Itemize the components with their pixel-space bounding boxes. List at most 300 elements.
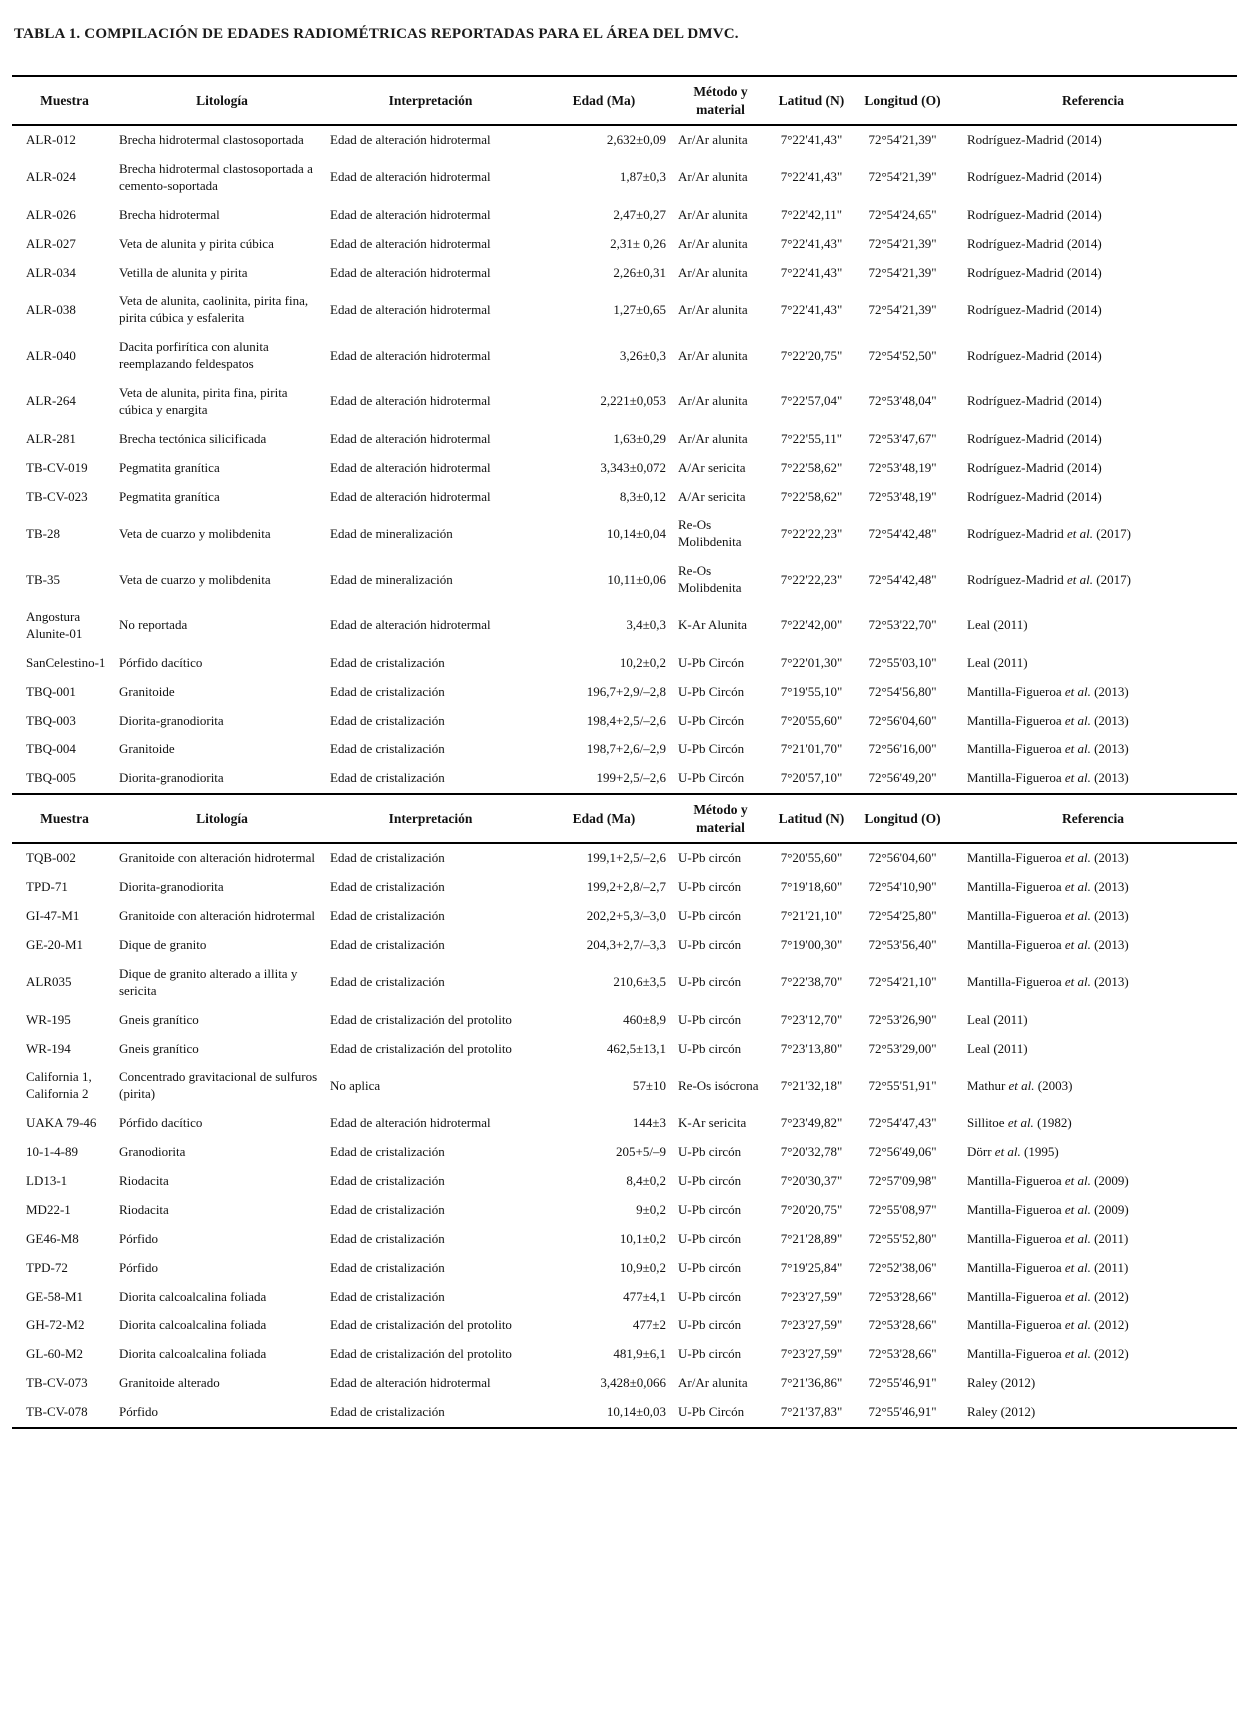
cell-metodo: U-Pb Circón bbox=[678, 712, 745, 728]
cell-interpretacion: Edad de alteración hidrotermal bbox=[330, 393, 491, 409]
column-header: Método y material bbox=[674, 794, 767, 843]
cell-metodo: U-Pb Circón bbox=[678, 1404, 745, 1420]
cell-litologia: Veta de cuarzo y molibdenita bbox=[119, 525, 271, 541]
cell-referencia: Mantilla-Figueroa et al. (2009) bbox=[967, 1173, 1129, 1189]
cell-muestra: TPD-72 bbox=[26, 1259, 68, 1275]
cell-longitud: 72°54'21,10" bbox=[868, 974, 937, 990]
cell-interpretacion: Edad de cristalización bbox=[330, 741, 445, 757]
cell-latitud: 7°22'01,30" bbox=[780, 654, 843, 670]
cell-longitud: 72°54'25,80" bbox=[868, 908, 937, 924]
table-row bbox=[12, 557, 1237, 603]
cell-interpretacion: Edad de cristalización bbox=[330, 1259, 445, 1275]
cell-edad: 2,26±0,31 bbox=[613, 264, 666, 280]
cell-edad: 57±10 bbox=[632, 1077, 666, 1093]
cell-latitud: 7°21'36,86" bbox=[780, 1375, 843, 1391]
cell-muestra: ALR-012 bbox=[26, 132, 76, 148]
cell-edad: 144±3 bbox=[632, 1115, 666, 1131]
cell-edad: 1,27±0,65 bbox=[613, 301, 666, 317]
cell-muestra: ALR-024 bbox=[26, 169, 76, 185]
table-row bbox=[12, 333, 1237, 379]
cell-muestra: TB-35 bbox=[26, 571, 60, 587]
cell-longitud: 72°53'29,00" bbox=[868, 1040, 937, 1056]
cell-litologia: Gneis granítico bbox=[119, 1011, 199, 1027]
table-row bbox=[12, 1138, 1237, 1167]
cell-edad: 2,221±0,053 bbox=[600, 393, 666, 409]
cell-muestra: TBQ-004 bbox=[26, 741, 76, 757]
cell-latitud: 7°22'42,11" bbox=[780, 206, 843, 222]
cell-muestra: WR-195 bbox=[26, 1011, 71, 1027]
cell-muestra: Angostura Alunite-01 bbox=[26, 609, 83, 641]
column-header: Latitud (N) bbox=[767, 76, 856, 125]
cell-latitud: 7°23'13,80" bbox=[780, 1040, 843, 1056]
cell-referencia: Rodríguez-Madrid (2014) bbox=[967, 488, 1102, 504]
cell-latitud: 7°21'32,18" bbox=[780, 1077, 843, 1093]
cell-latitud: 7°20'32,78" bbox=[780, 1144, 843, 1160]
cell-litologia: Brecha hidrotermal clastosoportada a cemento-soportada bbox=[119, 160, 313, 193]
cell-litologia: Diorita-granodiorita bbox=[119, 879, 224, 895]
cell-metodo: U-Pb circón bbox=[678, 1011, 742, 1027]
cell-litologia: Vetilla de alunita y pirita bbox=[119, 264, 248, 280]
cell-edad: 477±4,1 bbox=[623, 1288, 666, 1304]
cell-muestra: TB-28 bbox=[26, 525, 60, 541]
table-row bbox=[12, 379, 1237, 425]
cell-interpretacion: Edad de alteración hidrotermal bbox=[330, 206, 491, 222]
cell-metodo: Ar/Ar alunita bbox=[678, 169, 748, 185]
table-row bbox=[12, 155, 1237, 201]
cell-metodo: Ar/Ar alunita bbox=[678, 301, 748, 317]
cell-muestra: LD13-1 bbox=[26, 1173, 68, 1189]
table-row bbox=[12, 873, 1237, 902]
table-row bbox=[12, 259, 1237, 288]
cell-edad: 481,9±6,1 bbox=[613, 1346, 666, 1362]
cell-interpretacion: Edad de cristalización bbox=[330, 770, 445, 786]
cell-metodo: U-Pb circón bbox=[678, 1317, 742, 1333]
table-row bbox=[12, 1311, 1237, 1340]
cell-edad: 9±0,2 bbox=[636, 1201, 666, 1217]
cell-referencia: Mantilla-Figueroa et al. (2012) bbox=[967, 1346, 1129, 1362]
cell-latitud: 7°22'22,23" bbox=[780, 525, 843, 541]
cell-edad: 198,4+2,5/–2,6 bbox=[586, 712, 666, 728]
cell-muestra: GE46-M8 bbox=[26, 1230, 79, 1246]
cell-longitud: 72°56'04,60" bbox=[868, 712, 937, 728]
cell-longitud: 72°56'49,06" bbox=[868, 1144, 937, 1160]
cell-metodo: U-Pb circón bbox=[678, 1288, 742, 1304]
cell-metodo: U-Pb circón bbox=[678, 974, 742, 990]
cell-referencia: Rodríguez-Madrid (2014) bbox=[967, 347, 1102, 363]
cell-edad: 210,6±3,5 bbox=[613, 974, 666, 990]
cell-referencia: Leal (2011) bbox=[967, 654, 1028, 670]
cell-edad: 10,2±0,2 bbox=[619, 654, 666, 670]
table-row bbox=[12, 1167, 1237, 1196]
cell-latitud: 7°19'25,84" bbox=[780, 1259, 843, 1275]
cell-metodo: U-Pb circón bbox=[678, 1173, 742, 1189]
cell-interpretacion: Edad de alteración hidrotermal bbox=[330, 1375, 491, 1391]
cell-muestra: ALR-281 bbox=[26, 430, 76, 446]
table-row bbox=[12, 1340, 1237, 1369]
cell-referencia: Mantilla-Figueroa et al. (2009) bbox=[967, 1201, 1129, 1217]
cell-litologia: Diorita-granodiorita bbox=[119, 712, 224, 728]
cell-longitud: 72°57'09,98" bbox=[868, 1173, 937, 1189]
cell-edad: 198,7+2,6/–2,9 bbox=[586, 741, 666, 757]
cell-litologia: Dique de granito alterado a illita y sericita bbox=[119, 965, 298, 998]
cell-litologia: Riodacita bbox=[119, 1201, 169, 1217]
cell-longitud: 72°55'08,97" bbox=[868, 1201, 937, 1217]
cell-referencia: Leal (2011) bbox=[967, 1040, 1028, 1056]
cell-referencia: Rodríguez-Madrid (2014) bbox=[967, 459, 1102, 475]
cell-longitud: 72°54'21,39" bbox=[868, 301, 937, 317]
table-section-1 bbox=[12, 76, 1237, 794]
cell-muestra: UAKA 79-46 bbox=[26, 1115, 97, 1131]
cell-muestra: TB-CV-078 bbox=[26, 1404, 88, 1420]
radiometric-ages-table bbox=[12, 75, 1237, 1429]
cell-latitud: 7°20'20,75" bbox=[780, 1201, 843, 1217]
cell-litologia: Riodacita bbox=[119, 1173, 169, 1189]
cell-metodo: Ar/Ar alunita bbox=[678, 430, 748, 446]
cell-metodo: U-Pb Circón bbox=[678, 654, 745, 670]
cell-referencia: Leal (2011) bbox=[967, 617, 1028, 633]
table-row bbox=[12, 125, 1237, 155]
cell-interpretacion: Edad de cristalización bbox=[330, 1230, 445, 1246]
cell-longitud: 72°55'46,91" bbox=[868, 1404, 937, 1420]
cell-latitud: 7°23'27,59" bbox=[780, 1346, 843, 1362]
table-row bbox=[12, 1063, 1237, 1109]
cell-metodo: U-Pb Circón bbox=[678, 770, 745, 786]
cell-longitud: 72°54'56,80" bbox=[868, 683, 937, 699]
table-row bbox=[12, 287, 1237, 333]
cell-interpretacion: Edad de alteración hidrotermal bbox=[330, 488, 491, 504]
cell-latitud: 7°22'41,43" bbox=[780, 132, 843, 148]
cell-litologia: Diorita calcoalcalina foliada bbox=[119, 1317, 267, 1333]
cell-referencia: Mathur et al. (2003) bbox=[967, 1077, 1073, 1093]
cell-muestra: WR-194 bbox=[26, 1040, 71, 1056]
cell-muestra: TB-CV-023 bbox=[26, 488, 88, 504]
cell-longitud: 72°53'28,66" bbox=[868, 1346, 937, 1362]
table-row bbox=[12, 1006, 1237, 1035]
cell-muestra: TB-CV-073 bbox=[26, 1375, 88, 1391]
cell-edad: 10,1±0,2 bbox=[619, 1230, 666, 1246]
cell-latitud: 7°22'22,23" bbox=[780, 571, 843, 587]
cell-metodo: U-Pb circón bbox=[678, 1144, 742, 1160]
cell-referencia: Rodríguez-Madrid (2014) bbox=[967, 393, 1102, 409]
cell-metodo: Ar/Ar alunita bbox=[678, 235, 748, 251]
column-header: Interpretación bbox=[327, 794, 534, 843]
table-row bbox=[12, 960, 1237, 1006]
cell-interpretacion: Edad de alteración hidrotermal bbox=[330, 301, 491, 317]
cell-longitud: 72°53'28,66" bbox=[868, 1288, 937, 1304]
cell-longitud: 72°54'10,90" bbox=[868, 879, 937, 895]
cell-litologia: Granodiorita bbox=[119, 1144, 186, 1160]
table-row bbox=[12, 454, 1237, 483]
cell-latitud: 7°20'55,60" bbox=[780, 850, 843, 866]
cell-metodo: U-Pb circón bbox=[678, 1346, 742, 1362]
table-row bbox=[12, 649, 1237, 678]
cell-litologia: Granitoide bbox=[119, 683, 175, 699]
cell-litologia: Gneis granítico bbox=[119, 1040, 199, 1056]
cell-litologia: Pegmatita granítica bbox=[119, 459, 220, 475]
cell-muestra: TB-CV-019 bbox=[26, 459, 88, 475]
cell-interpretacion: Edad de cristalización bbox=[330, 712, 445, 728]
cell-referencia: Mantilla-Figueroa et al. (2013) bbox=[967, 908, 1129, 924]
cell-latitud: 7°23'12,70" bbox=[780, 1011, 843, 1027]
cell-longitud: 72°55'52,80" bbox=[868, 1230, 937, 1246]
cell-metodo: U-Pb Circón bbox=[678, 741, 745, 757]
header-row bbox=[12, 794, 1237, 843]
cell-referencia: Raley (2012) bbox=[967, 1375, 1036, 1391]
cell-muestra: GE-20-M1 bbox=[26, 937, 84, 953]
cell-litologia: Veta de alunita, pirita fina, pirita cúbica y enargita bbox=[119, 385, 288, 417]
cell-interpretacion: Edad de cristalización del protolito bbox=[330, 1011, 512, 1027]
cell-metodo: U-Pb circón bbox=[678, 1201, 742, 1217]
cell-latitud: 7°21'28,89" bbox=[780, 1230, 843, 1246]
table-row bbox=[12, 1369, 1237, 1398]
cell-metodo: Ar/Ar alunita bbox=[678, 393, 748, 409]
cell-edad: 199+2,5/–2,6 bbox=[596, 770, 666, 786]
cell-edad: 460±8,9 bbox=[623, 1011, 666, 1027]
table-row bbox=[12, 425, 1237, 454]
cell-litologia: Concentrado gravitacional de sulfuros (pirita) bbox=[119, 1069, 318, 1102]
cell-metodo: U-Pb circón bbox=[678, 937, 742, 953]
cell-edad: 477±2 bbox=[632, 1317, 666, 1333]
cell-longitud: 72°54'21,39" bbox=[868, 132, 937, 148]
cell-interpretacion: Edad de alteración hidrotermal bbox=[330, 169, 491, 185]
cell-interpretacion: Edad de cristalización bbox=[330, 974, 445, 990]
cell-metodo: U-Pb circón bbox=[678, 879, 742, 895]
cell-metodo: U-Pb circón bbox=[678, 850, 742, 866]
cell-edad: 2,632±0,09 bbox=[606, 132, 666, 148]
cell-litologia: Diorita-granodiorita bbox=[119, 770, 224, 786]
cell-longitud: 72°54'21,39" bbox=[868, 169, 937, 185]
cell-latitud: 7°22'41,43" bbox=[780, 235, 843, 251]
cell-referencia: Mantilla-Figueroa et al. (2013) bbox=[967, 770, 1129, 786]
cell-interpretacion: Edad de cristalización bbox=[330, 1144, 445, 1160]
cell-metodo: Ar/Ar alunita bbox=[678, 264, 748, 280]
cell-metodo: K-Ar Alunita bbox=[678, 617, 747, 633]
cell-longitud: 72°54'42,48" bbox=[868, 525, 937, 541]
cell-interpretacion: Edad de cristalización bbox=[330, 937, 445, 953]
cell-metodo: U-Pb Circón bbox=[678, 683, 745, 699]
cell-litologia: Diorita calcoalcalina foliada bbox=[119, 1288, 267, 1304]
cell-metodo: U-Pb circón bbox=[678, 908, 742, 924]
cell-latitud: 7°20'55,60" bbox=[780, 712, 843, 728]
cell-edad: 202,2+5,3/–3,0 bbox=[586, 908, 666, 924]
cell-referencia: Mantilla-Figueroa et al. (2012) bbox=[967, 1288, 1129, 1304]
cell-interpretacion: Edad de alteración hidrotermal bbox=[330, 264, 491, 280]
cell-edad: 2,47±0,27 bbox=[613, 206, 666, 222]
cell-latitud: 7°19'18,60" bbox=[780, 879, 843, 895]
cell-metodo: Ar/Ar alunita bbox=[678, 206, 748, 222]
cell-longitud: 72°53'48,19" bbox=[868, 459, 937, 475]
cell-latitud: 7°20'30,37" bbox=[780, 1173, 843, 1189]
cell-interpretacion: Edad de mineralización bbox=[330, 525, 453, 541]
cell-latitud: 7°22'41,43" bbox=[780, 301, 843, 317]
table-row bbox=[12, 843, 1237, 873]
cell-muestra: TPD-71 bbox=[26, 879, 68, 895]
column-header: Edad (Ma) bbox=[534, 76, 674, 125]
cell-longitud: 72°55'03,10" bbox=[868, 654, 937, 670]
column-header: Longitud (O) bbox=[856, 794, 949, 843]
cell-litologia: Brecha hidrotermal bbox=[119, 206, 220, 222]
cell-latitud: 7°22'20,75" bbox=[780, 347, 843, 363]
cell-longitud: 72°54'42,48" bbox=[868, 571, 937, 587]
table-row bbox=[12, 1196, 1237, 1225]
cell-latitud: 7°22'58,62" bbox=[780, 488, 843, 504]
column-header: Longitud (O) bbox=[856, 76, 949, 125]
table-row bbox=[12, 1398, 1237, 1428]
cell-referencia: Mantilla-Figueroa et al. (2013) bbox=[967, 879, 1129, 895]
cell-referencia: Rodríguez-Madrid (2014) bbox=[967, 430, 1102, 446]
column-header: Muestra bbox=[12, 794, 117, 843]
table-row bbox=[12, 230, 1237, 259]
cell-longitud: 72°56'16,00" bbox=[868, 741, 937, 757]
cell-litologia: Veta de cuarzo y molibdenita bbox=[119, 571, 271, 587]
cell-latitud: 7°21'21,10" bbox=[780, 908, 843, 924]
cell-metodo: Ar/Ar alunita bbox=[678, 132, 748, 148]
cell-latitud: 7°23'27,59" bbox=[780, 1317, 843, 1333]
cell-litologia: Pórfido dacítico bbox=[119, 654, 203, 670]
cell-muestra: GE-58-M1 bbox=[26, 1288, 84, 1304]
table-row bbox=[12, 678, 1237, 707]
cell-interpretacion: Edad de cristalización bbox=[330, 1288, 445, 1304]
cell-litologia: Pórfido bbox=[119, 1259, 158, 1275]
table-section-2 bbox=[12, 794, 1237, 1428]
cell-metodo: A/Ar sericita bbox=[678, 459, 746, 475]
table-row bbox=[12, 603, 1237, 649]
cell-muestra: ALR-264 bbox=[26, 393, 76, 409]
cell-litologia: Veta de alunita y pirita cúbica bbox=[119, 235, 274, 251]
column-header: Litología bbox=[117, 794, 327, 843]
cell-referencia: Rodríguez-Madrid (2014) bbox=[967, 301, 1102, 317]
cell-referencia: Leal (2011) bbox=[967, 1011, 1028, 1027]
cell-litologia: Granitoide alterado bbox=[119, 1375, 220, 1391]
cell-edad: 3,4±0,3 bbox=[626, 617, 666, 633]
cell-interpretacion: Edad de alteración hidrotermal bbox=[330, 1115, 491, 1131]
cell-muestra: ALR035 bbox=[26, 974, 72, 990]
table-title: TABLA 1. COMPILACIÓN DE EDADES RADIOMÉTRICAS REPORTADAS PARA EL ÁREA DEL DMVC. bbox=[14, 26, 739, 42]
cell-referencia: Mantilla-Figueroa et al. (2013) bbox=[967, 741, 1129, 757]
cell-litologia: Pegmatita granítica bbox=[119, 488, 220, 504]
table-row bbox=[12, 1225, 1237, 1254]
cell-muestra: ALR-040 bbox=[26, 347, 76, 363]
cell-referencia: Rodríguez-Madrid et al. (2017) bbox=[967, 525, 1131, 541]
cell-latitud: 7°20'57,10" bbox=[780, 770, 843, 786]
cell-edad: 10,9±0,2 bbox=[619, 1259, 666, 1275]
cell-latitud: 7°21'01,70" bbox=[780, 741, 843, 757]
cell-muestra: California 1, California 2 bbox=[26, 1069, 92, 1102]
cell-edad: 10,14±0,04 bbox=[606, 525, 666, 541]
cell-interpretacion: Edad de cristalización bbox=[330, 1404, 445, 1420]
cell-interpretacion: Edad de cristalización bbox=[330, 879, 445, 895]
cell-edad: 3,343±0,072 bbox=[600, 459, 666, 475]
cell-metodo: Re-Os Molibdenita bbox=[678, 517, 742, 550]
cell-referencia: Mantilla-Figueroa et al. (2011) bbox=[967, 1259, 1129, 1275]
column-header: Interpretación bbox=[327, 76, 534, 125]
cell-interpretacion: Edad de alteración hidrotermal bbox=[330, 430, 491, 446]
cell-metodo: U-Pb circón bbox=[678, 1040, 742, 1056]
cell-muestra: ALR-027 bbox=[26, 235, 76, 251]
cell-latitud: 7°22'42,00" bbox=[780, 617, 843, 633]
cell-longitud: 72°54'21,39" bbox=[868, 235, 937, 251]
cell-interpretacion: Edad de cristalización bbox=[330, 908, 445, 924]
cell-muestra: TBQ-001 bbox=[26, 683, 76, 699]
cell-edad: 1,63±0,29 bbox=[613, 430, 666, 446]
cell-latitud: 7°22'55,11" bbox=[780, 430, 843, 446]
cell-muestra: ALR-034 bbox=[26, 264, 76, 280]
cell-referencia: Mantilla-Figueroa et al. (2013) bbox=[967, 974, 1129, 990]
cell-muestra: ALR-038 bbox=[26, 301, 76, 317]
cell-latitud: 7°21'37,83" bbox=[780, 1404, 843, 1420]
cell-edad: 199,2+2,8/–2,7 bbox=[586, 879, 666, 895]
cell-longitud: 72°53'48,19" bbox=[868, 488, 937, 504]
cell-longitud: 72°56'49,20" bbox=[868, 770, 937, 786]
cell-latitud: 7°23'27,59" bbox=[780, 1288, 843, 1304]
cell-muestra: TBQ-005 bbox=[26, 770, 76, 786]
cell-interpretacion: Edad de cristalización del protolito bbox=[330, 1346, 512, 1362]
cell-longitud: 72°54'52,50" bbox=[868, 347, 937, 363]
cell-interpretacion: Edad de cristalización del protolito bbox=[330, 1317, 512, 1333]
cell-interpretacion: Edad de alteración hidrotermal bbox=[330, 617, 491, 633]
cell-longitud: 72°53'28,66" bbox=[868, 1317, 937, 1333]
cell-litologia: Granitoide con alteración hidrotermal bbox=[119, 908, 316, 924]
cell-edad: 8,3±0,12 bbox=[619, 488, 666, 504]
cell-latitud: 7°23'49,82" bbox=[780, 1115, 843, 1131]
table-row bbox=[12, 735, 1237, 764]
column-header: Muestra bbox=[12, 76, 117, 125]
cell-interpretacion: Edad de cristalización bbox=[330, 1173, 445, 1189]
cell-longitud: 72°56'04,60" bbox=[868, 850, 937, 866]
cell-litologia: Granitoide bbox=[119, 741, 175, 757]
column-header: Método y material bbox=[674, 76, 767, 125]
table-row bbox=[12, 1035, 1237, 1064]
cell-edad: 10,14±0,03 bbox=[606, 1404, 666, 1420]
cell-referencia: Sillitoe et al. (1982) bbox=[967, 1115, 1072, 1131]
cell-latitud: 7°22'57,04" bbox=[780, 393, 843, 409]
column-header: Referencia bbox=[949, 794, 1237, 843]
cell-edad: 196,7+2,9/–2,8 bbox=[586, 683, 666, 699]
table-row bbox=[12, 1283, 1237, 1312]
cell-referencia: Rodríguez-Madrid et al. (2017) bbox=[967, 571, 1131, 587]
cell-latitud: 7°22'41,43" bbox=[780, 264, 843, 280]
cell-longitud: 72°55'51,91" bbox=[868, 1077, 937, 1093]
cell-muestra: SanCelestino-1 bbox=[26, 654, 106, 670]
cell-referencia: Raley (2012) bbox=[967, 1404, 1036, 1420]
cell-metodo: Re-Os isócrona bbox=[678, 1077, 759, 1093]
cell-metodo: U-Pb circón bbox=[678, 1259, 742, 1275]
cell-longitud: 72°53'56,40" bbox=[868, 937, 937, 953]
cell-muestra: GI-47-M1 bbox=[26, 908, 80, 924]
cell-edad: 199,1+2,5/–2,6 bbox=[586, 850, 666, 866]
column-header: Referencia bbox=[949, 76, 1237, 125]
cell-interpretacion: Edad de alteración hidrotermal bbox=[330, 235, 491, 251]
cell-longitud: 72°53'47,67" bbox=[868, 430, 937, 446]
column-header: Latitud (N) bbox=[767, 794, 856, 843]
cell-interpretacion: Edad de alteración hidrotermal bbox=[330, 459, 491, 475]
cell-longitud: 72°53'48,04" bbox=[868, 393, 937, 409]
cell-litologia: Brecha tectónica silicificada bbox=[119, 430, 267, 446]
cell-litologia: Dacita porfirítica con alunita reemplazando feldespatos bbox=[119, 339, 269, 372]
cell-metodo: K-Ar sericita bbox=[678, 1115, 747, 1131]
cell-interpretacion: Edad de alteración hidrotermal bbox=[330, 132, 491, 148]
cell-edad: 205+5/–9 bbox=[616, 1144, 666, 1160]
cell-metodo: Re-Os Molibdenita bbox=[678, 563, 742, 596]
cell-edad: 3,26±0,3 bbox=[619, 347, 666, 363]
cell-referencia: Rodríguez-Madrid (2014) bbox=[967, 235, 1102, 251]
cell-interpretacion: Edad de cristalización bbox=[330, 1201, 445, 1217]
cell-referencia: Rodríguez-Madrid (2014) bbox=[967, 264, 1102, 280]
cell-referencia: Rodríguez-Madrid (2014) bbox=[967, 206, 1102, 222]
cell-longitud: 72°54'47,43" bbox=[868, 1115, 937, 1131]
cell-litologia: Pórfido bbox=[119, 1404, 158, 1420]
cell-interpretacion: Edad de alteración hidrotermal bbox=[330, 347, 491, 363]
